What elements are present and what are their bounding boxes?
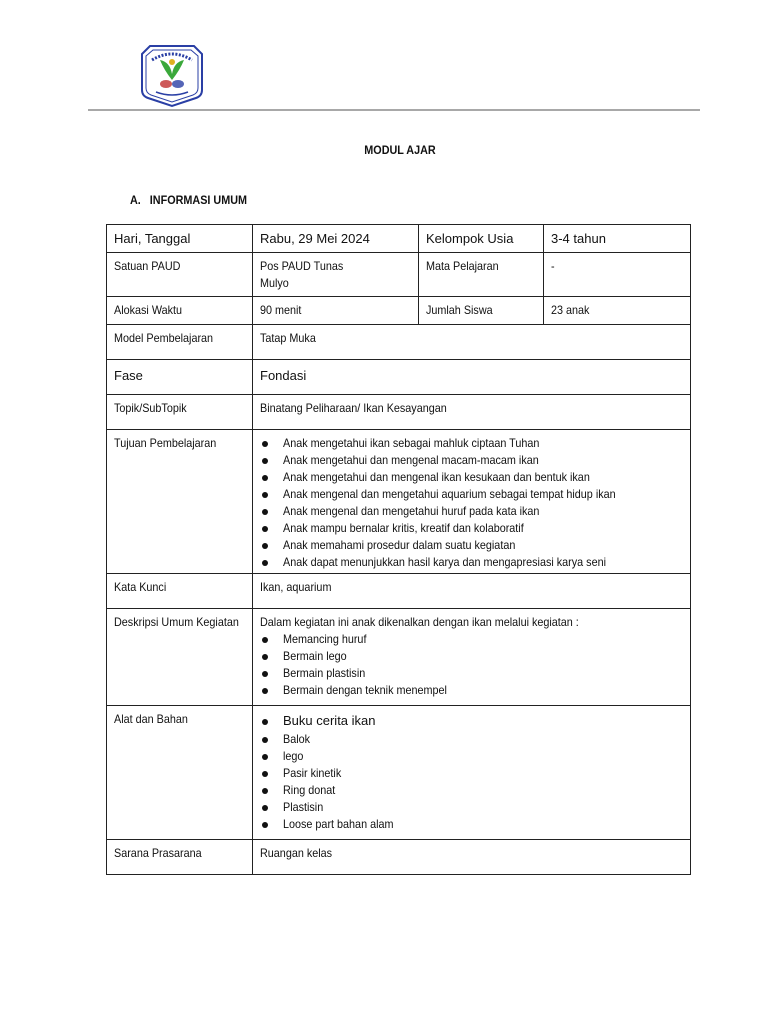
table-row: [107, 253, 691, 297]
table-row: [107, 395, 691, 430]
table-row: [107, 297, 691, 325]
deskripsi-intro: Dalam kegiatan ini anak dikenalkan dengan ikan melalui kegiatan :: [260, 615, 579, 629]
deskripsi-list: [260, 631, 684, 699]
document-title: MODUL AJAR: [364, 143, 436, 157]
alat-list: [260, 711, 684, 833]
school-logo: [136, 40, 208, 108]
value-alokasi-waktu: 90 menit: [260, 303, 302, 317]
label-tujuan-pembelajaran: Tujuan Pembelajaran: [114, 436, 217, 450]
value-kata-kunci: Ikan, aquarium: [260, 580, 332, 594]
value-satuan-paud-line2: Mulyo: [260, 276, 289, 290]
list-item: Anak memahami prosedur dalam suatu kegiatan: [260, 537, 684, 554]
table-row: [107, 360, 691, 395]
list-item: Ring donat: [260, 782, 684, 799]
list-item: Anak mengenal dan mengetahui huruf pada kata ikan: [260, 503, 684, 520]
value-fase: Fondasi: [253, 360, 691, 395]
label-kelompok-usia: Kelompok Usia: [419, 225, 544, 253]
table-row: [107, 840, 691, 875]
list-item: Bermain lego: [260, 648, 684, 665]
list-item: Loose part bahan alam: [260, 816, 684, 833]
label-mata-pelajaran: Mata Pelajaran: [426, 259, 499, 273]
list-item: Anak dapat menunjukkan hasil karya dan mengapresiasi karya seni: [260, 554, 684, 571]
value-sarana-prasarana: Ruangan kelas: [260, 846, 333, 860]
info-table: [106, 224, 691, 875]
table-row: [107, 609, 691, 706]
section-number: A.: [130, 193, 141, 207]
header-divider: [88, 109, 700, 111]
list-item: Memancing huruf: [260, 631, 684, 648]
tujuan-list: [260, 435, 684, 571]
table-row: [107, 706, 691, 840]
value-kelompok-usia: 3-4 tahun: [544, 225, 691, 253]
list-item: Anak mengetahui dan mengenal macam-macam ikan: [260, 452, 684, 469]
table-row: [107, 225, 691, 253]
list-item: Bermain dengan teknik menempel: [260, 682, 684, 699]
label-hari-tanggal: Hari, Tanggal: [107, 225, 253, 253]
table-row: [107, 325, 691, 360]
list-item: Anak mampu bernalar kritis, kreatif dan kolaboratif: [260, 520, 684, 537]
value-mata-pelajaran: -: [551, 259, 555, 273]
label-model-pembelajaran: Model Pembelajaran: [114, 331, 214, 345]
label-alat-bahan: Alat dan Bahan: [114, 712, 188, 726]
label-kata-kunci: Kata Kunci: [114, 580, 167, 594]
list-item: Buku cerita ikan: [260, 711, 684, 731]
list-item: lego: [260, 748, 684, 765]
list-item: Pasir kinetik: [260, 765, 684, 782]
table-row: [107, 574, 691, 609]
list-item: Bermain plastisin: [260, 665, 684, 682]
label-sarana-prasarana: Sarana Prasarana: [114, 846, 202, 860]
table-row: [107, 430, 691, 574]
label-topik: Topik/SubTopik: [114, 401, 187, 415]
list-item: Anak mengetahui ikan sebagai mahluk ciptaan Tuhan: [260, 435, 684, 452]
list-item: Anak mengetahui dan mengenal ikan kesukaan dan bentuk ikan: [260, 469, 684, 486]
list-item: Balok: [260, 731, 684, 748]
value-topik: Binatang Peliharaan/ Ikan Kesayangan: [260, 401, 447, 415]
list-item: Plastisin: [260, 799, 684, 816]
label-deskripsi-umum: Deskripsi Umum Kegiatan: [114, 615, 239, 629]
list-item: Anak mengenal dan mengetahui aquarium sebagai tempat hidup ikan: [260, 486, 684, 503]
value-hari-tanggal: Rabu, 29 Mei 2024: [253, 225, 419, 253]
label-jumlah-siswa: Jumlah Siswa: [426, 303, 493, 317]
label-satuan-paud: Satuan PAUD: [114, 259, 181, 273]
label-fase: Fase: [107, 360, 253, 395]
value-jumlah-siswa: 23 anak: [551, 303, 590, 317]
section-heading: [130, 193, 247, 207]
label-alokasi-waktu: Alokasi Waktu: [114, 303, 183, 317]
section-title: INFORMASI UMUM: [149, 193, 247, 207]
value-satuan-paud-line1: Pos PAUD Tunas: [260, 259, 344, 273]
value-model-pembelajaran: Tatap Muka: [260, 331, 316, 345]
